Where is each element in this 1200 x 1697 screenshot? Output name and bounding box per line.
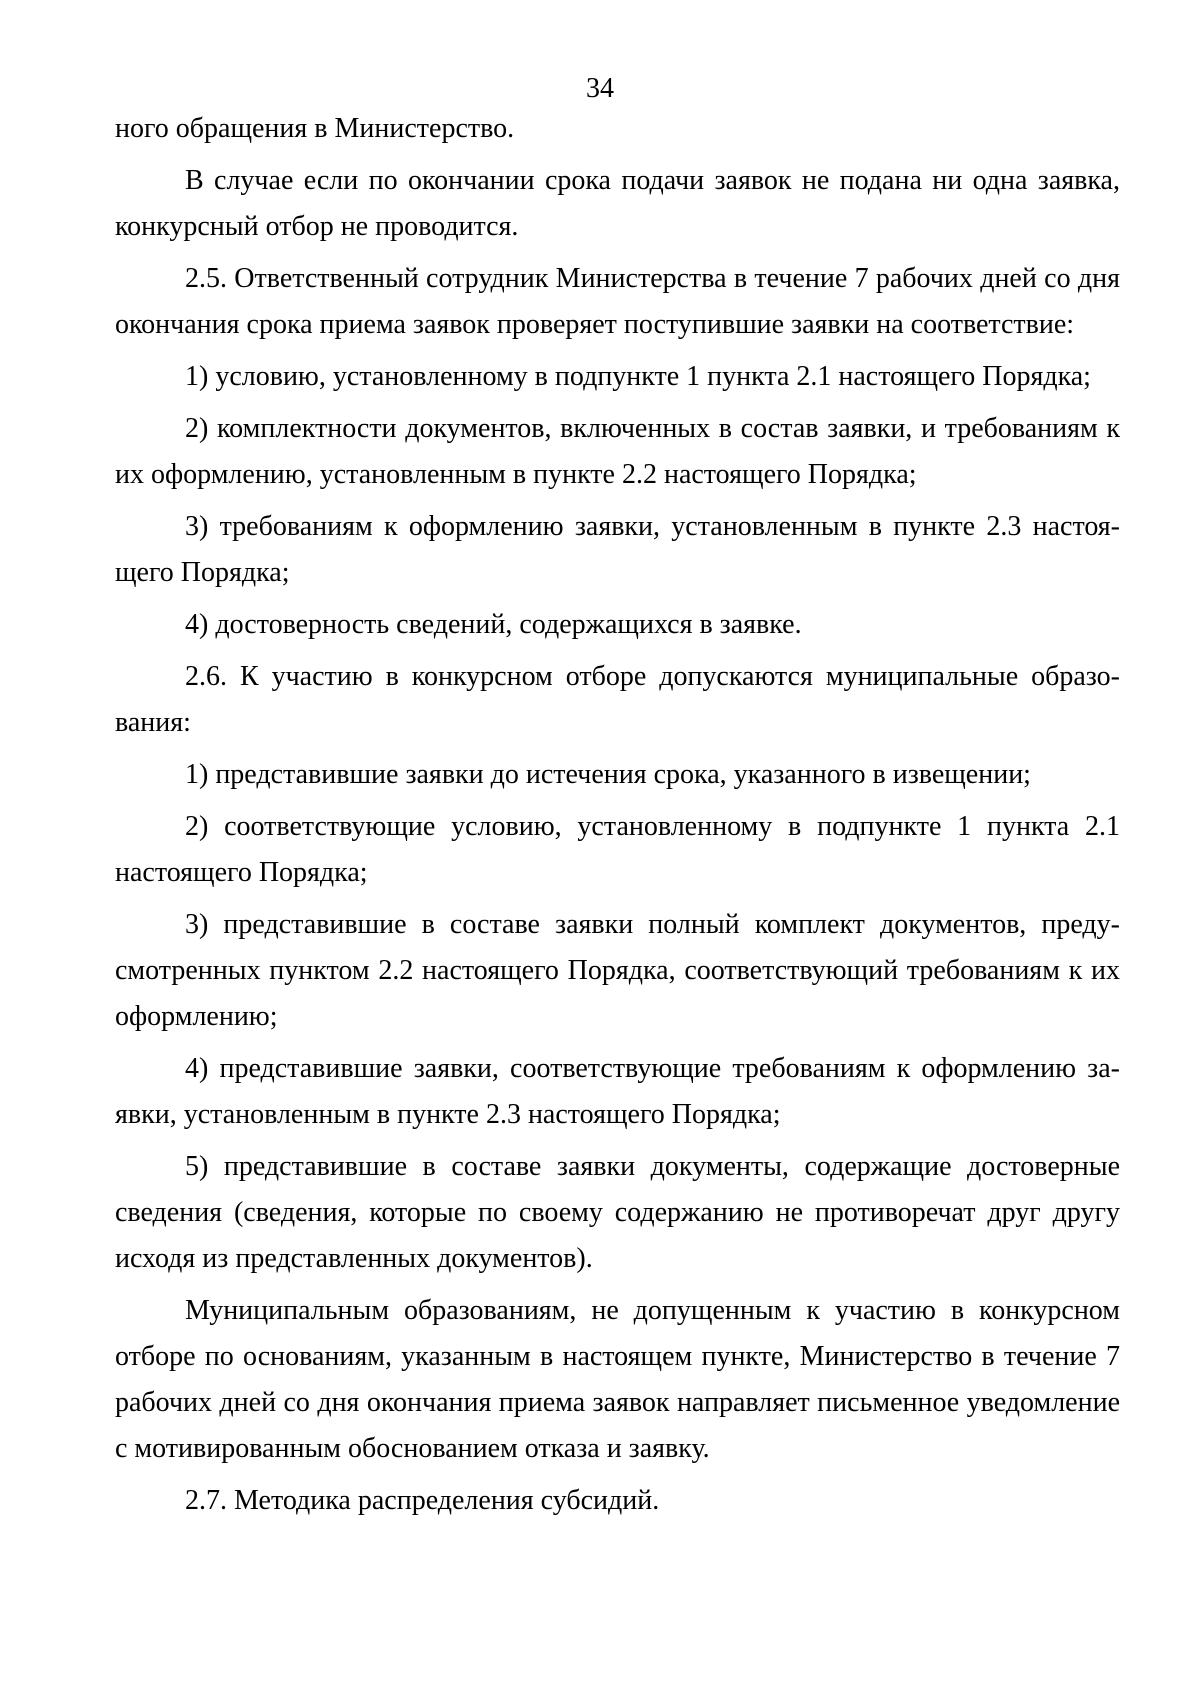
list-item-2-6-3: 3) представившие в составе заявки полный комплект документов, предусмотренных пунктом 2.2 настоящего Порядка, соответствующий требованиям к их оформлению;: [115, 909, 1120, 1032]
list-item-2-5-2: 2) комплектности документов, включенных в состав заявки, и требованиям к их оформлению, установленным в пункте 2.2 настоящего Порядка;: [115, 413, 1120, 490]
paragraph-2-6: 2.6. К участию в конкурсном отборе допускаются муниципальные образования:: [115, 661, 1120, 738]
list-item-2-5-1: 1) условию, установленному в подпункте 1 пункта 2.1 настоящего Порядка;: [185, 361, 1091, 392]
paragraph-2-7: 2.7. Методика распределения субсидий.: [185, 1485, 660, 1516]
document-body: [115, 106, 1120, 1524]
page-number: 34: [586, 73, 614, 104]
list-item-2-6-4: 4) представившие заявки, соответствующие требованиям к оформлению заявки, установленным в пункте 2.3 настоящего Порядка;: [115, 1053, 1120, 1130]
list-item-2-5-3: 3) требованиям к оформлению заявки, установленным в пункте 2.3 настоящего Порядка;: [115, 511, 1120, 588]
list-item-2-6-1: 1) представившие заявки до истечения срока, указанного в извещении;: [185, 759, 1031, 790]
paragraph-continuation: ного обращения в Министерство.: [115, 113, 515, 144]
list-item-2-6-5: 5) представившие в составе заявки документы, содержащие достоверные сведения (сведения, которые по своему содержанию не противоречат друг другу исходя из представленных документов).: [115, 1151, 1120, 1274]
paragraph-2-5: 2.5. Ответственный сотрудник Министерства в течение 7 рабочих дней со дня окончания срока приема заявок проверяет поступившие заявки на соответствие:: [115, 263, 1120, 340]
paragraph-no-applications: В случае если по окончании срока подачи заявок не подана ни одна заявка, конкурсный отбор не проводится.: [115, 165, 1120, 242]
paragraph-rejection-notice: Муниципальным образованиям, не допущенным к участию в конкурсном отборе по основаниям, указанным в настоящем пункте, Министерство в течение 7 рабочих дней со дня окончания приема заявок направляет письменное уведомление с мотивированным обоснованием отказа и заявку.: [115, 1295, 1120, 1464]
list-item-2-5-4: 4) достоверность сведений, содержащихся в заявке.: [185, 609, 802, 640]
list-item-2-6-2: 2) соответствующие условию, установленному в подпункте 1 пункта 2.1 настоящего Порядка;: [115, 811, 1120, 888]
